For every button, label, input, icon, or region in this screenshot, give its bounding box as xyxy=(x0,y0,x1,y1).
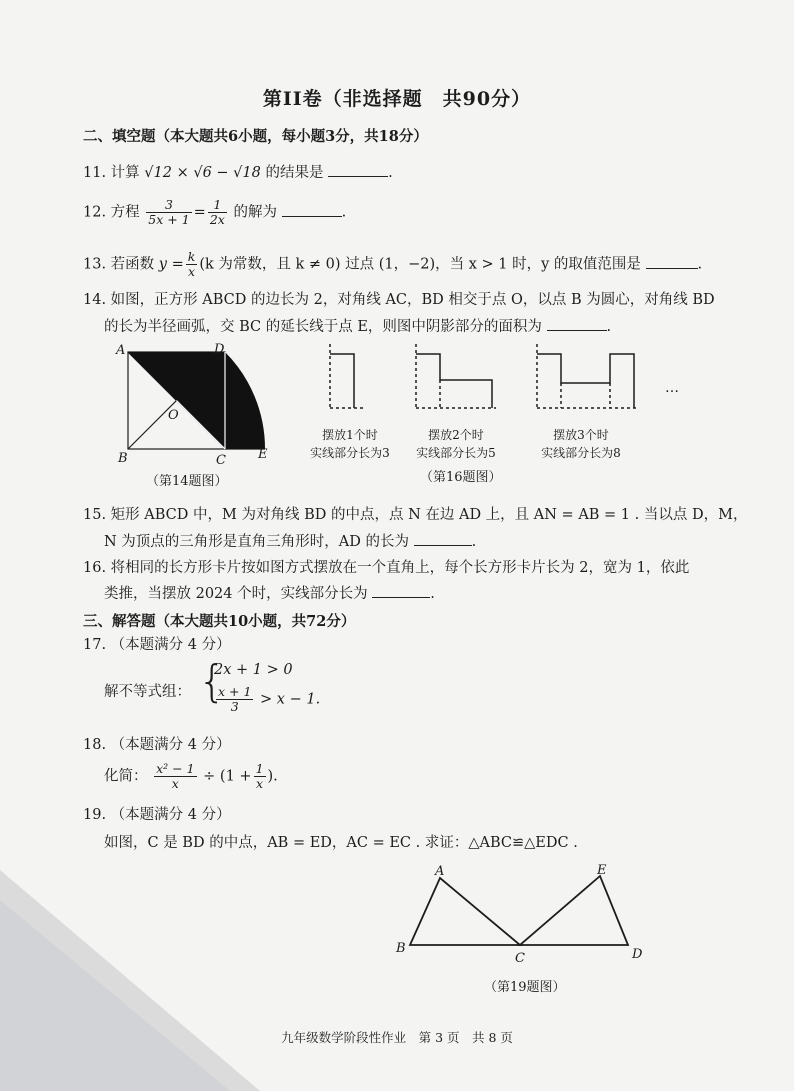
question-text: (k 为常数，且 k ≠ 0) 过点 (1，−2)，当 x > 1 时，y 的取值范围是 xyxy=(199,256,641,273)
question-16-line2 xyxy=(104,583,435,604)
section-fill-in-heading: 二、填空题（本大题共6小题，每小题3分，共18分） xyxy=(83,128,428,145)
question-text: N 为顶点的三角形是直角三角形时，AD 的长为 xyxy=(104,534,410,550)
numerator: 1 xyxy=(208,198,227,213)
question-number: 18. xyxy=(83,737,107,753)
question-15 xyxy=(83,505,747,525)
fig16-label-1 xyxy=(308,426,392,462)
punctuation: . xyxy=(430,586,435,602)
fraction xyxy=(146,198,191,227)
label-e: E xyxy=(597,863,607,878)
question-number: 11. xyxy=(83,165,107,181)
fig16-length-3: 实线部分长为8 xyxy=(541,446,621,460)
answer-blank[interactable] xyxy=(547,316,607,331)
question-score: （本题满分 4 分） xyxy=(110,807,231,823)
label-b: B xyxy=(396,941,406,956)
numerator: 3 xyxy=(146,198,191,213)
question-text: 类推，当摆放 2024 个时，实线部分长为 xyxy=(104,586,368,602)
fig16-count-2: 摆放2个时 xyxy=(428,428,484,442)
figure-14 xyxy=(110,340,290,490)
question-text: 的结果是 xyxy=(265,165,324,181)
solid-outline-3 xyxy=(537,354,634,408)
fig16-count-1: 摆放1个时 xyxy=(322,428,378,442)
fraction xyxy=(186,250,198,279)
denominator: x xyxy=(187,264,196,279)
ellipsis: … xyxy=(665,380,679,396)
question-number: 16. xyxy=(83,560,107,576)
triangle-edc xyxy=(520,876,628,945)
question-12: 12. 方程 $\frac{3}{5x + 1}$ = $\frac{1}{2x}$ 的解为 . xyxy=(83,197,347,227)
numerator: x² − 1 xyxy=(156,761,195,776)
math-expression: √12 × √6 − √18 xyxy=(144,165,261,181)
label-o: O xyxy=(168,408,179,423)
answer-blank[interactable] xyxy=(372,583,430,598)
punctuation: . xyxy=(697,256,703,273)
fraction xyxy=(254,762,266,791)
triangle-abc xyxy=(410,878,520,945)
question-13 xyxy=(83,250,702,279)
question-text: 将相同的长方形卡片按如图方式摆放在一个直角上，每个长方形卡片长为 2，宽为 1，依此 xyxy=(110,560,690,576)
solid-outline-1 xyxy=(330,354,354,408)
question-text: 化简： xyxy=(104,768,148,785)
question-score: （本题满分 4 分） xyxy=(110,737,231,753)
question-text: 方程 xyxy=(110,204,140,221)
fraction xyxy=(154,762,196,791)
question-17-header xyxy=(83,635,231,655)
question-text: 计算 xyxy=(110,165,140,181)
denominator: x xyxy=(171,776,179,791)
inequality-2 xyxy=(214,685,320,714)
answer-blank[interactable] xyxy=(328,162,388,177)
denominator: 3 xyxy=(230,699,239,714)
page-fold-shadow xyxy=(0,870,260,1091)
label-e: E xyxy=(258,447,268,462)
inequality-1: 2x + 1 > 0 xyxy=(214,662,293,678)
denominator: 2x xyxy=(209,212,225,227)
label-d: D xyxy=(214,342,225,357)
numerator: 1 xyxy=(255,761,264,776)
label-a: A xyxy=(116,343,126,358)
question-number: 12. xyxy=(83,204,107,221)
question-number: 15. xyxy=(83,507,107,523)
punctuation: . xyxy=(606,319,612,335)
question-score: （本题满分 4 分） xyxy=(110,637,231,653)
question-number: 14. xyxy=(83,292,107,308)
punctuation: . xyxy=(471,534,477,550)
question-19-header xyxy=(83,805,231,825)
fig16-label-2 xyxy=(410,426,502,462)
answer-blank[interactable] xyxy=(646,254,698,269)
label-b: B xyxy=(118,451,128,466)
figure-14-caption: （第14题图） xyxy=(146,474,228,489)
numerator: x + 1 xyxy=(218,684,252,699)
question-number: 19. xyxy=(83,807,107,823)
question-number: 17. xyxy=(83,637,107,653)
question-text: 矩形 ABCD 中，M 为对角线 BD 的中点，点 N 在边 AD 上，且 AN = AB = 1 . 当以点 D，M， xyxy=(110,507,748,523)
question-text: 的长为半径画弧，交 BC 的延长线于点 E，则图中阴影部分的面积为 xyxy=(104,319,542,335)
question-18-expression xyxy=(104,762,278,791)
inequality-rhs: > x − 1 xyxy=(260,691,316,708)
denominator: x xyxy=(256,776,264,791)
question-number: 13. xyxy=(83,256,107,273)
denominator: 5x + 1 xyxy=(148,212,190,227)
label-a: A xyxy=(435,864,445,879)
question-11 xyxy=(83,162,393,183)
page-footer: 九年级数学阶段性作业 第 3 页 共 8 页 xyxy=(281,1030,513,1045)
fraction xyxy=(208,198,227,227)
figure-19 xyxy=(390,858,660,968)
question-14 xyxy=(83,290,715,310)
solid-outline-2 xyxy=(416,354,492,408)
fraction xyxy=(216,685,253,714)
numerator: k xyxy=(187,249,196,264)
punctuation: . xyxy=(388,165,393,181)
fig16-label-3 xyxy=(534,426,628,462)
punctuation: ). xyxy=(267,768,278,785)
question-14-line2 xyxy=(104,316,611,337)
math-expression: y = xyxy=(158,256,184,273)
figure-19-caption: （第19题图） xyxy=(484,980,566,995)
question-text: 若函数 xyxy=(110,256,155,273)
question-15-line2 xyxy=(104,531,476,552)
question-19-text: 如图，C 是 BD 的中点，AB = ED，AC = EC . 求证：△ABC≌△EDC . xyxy=(104,835,578,851)
label-d: D xyxy=(632,947,643,962)
fig16-count-3: 摆放3个时 xyxy=(553,428,609,442)
section-solution-heading: 三、解答题（本大题共10小题，共72分） xyxy=(83,613,356,630)
fig16-length-1: 实线部分长为3 xyxy=(310,446,390,460)
label-c: C xyxy=(216,453,226,468)
punctuation: . xyxy=(315,691,321,708)
math-expression: ÷ (1 + xyxy=(203,768,252,785)
fig16-length-2: 实线部分长为5 xyxy=(416,446,496,460)
label-c: C xyxy=(515,951,525,966)
question-text: 的解为 xyxy=(233,204,277,221)
figure-16-caption: （第16题图） xyxy=(420,470,502,485)
figure-16 xyxy=(320,340,690,416)
system-brace: { xyxy=(198,656,226,707)
question-18-header xyxy=(83,735,231,755)
question-17-prompt: 解不等式组： xyxy=(104,684,191,700)
question-16 xyxy=(83,558,689,578)
answer-blank[interactable] xyxy=(282,202,342,217)
answer-blank[interactable] xyxy=(414,531,472,546)
page-title: 第II卷（非选择题 共90分） xyxy=(262,88,532,110)
punctuation: . xyxy=(341,204,347,221)
question-text: 如图，正方形 ABCD 的边长为 2，对角线 AC，BD 相交于点 O，以点 B 为圆心，对角线 BD xyxy=(110,292,715,308)
